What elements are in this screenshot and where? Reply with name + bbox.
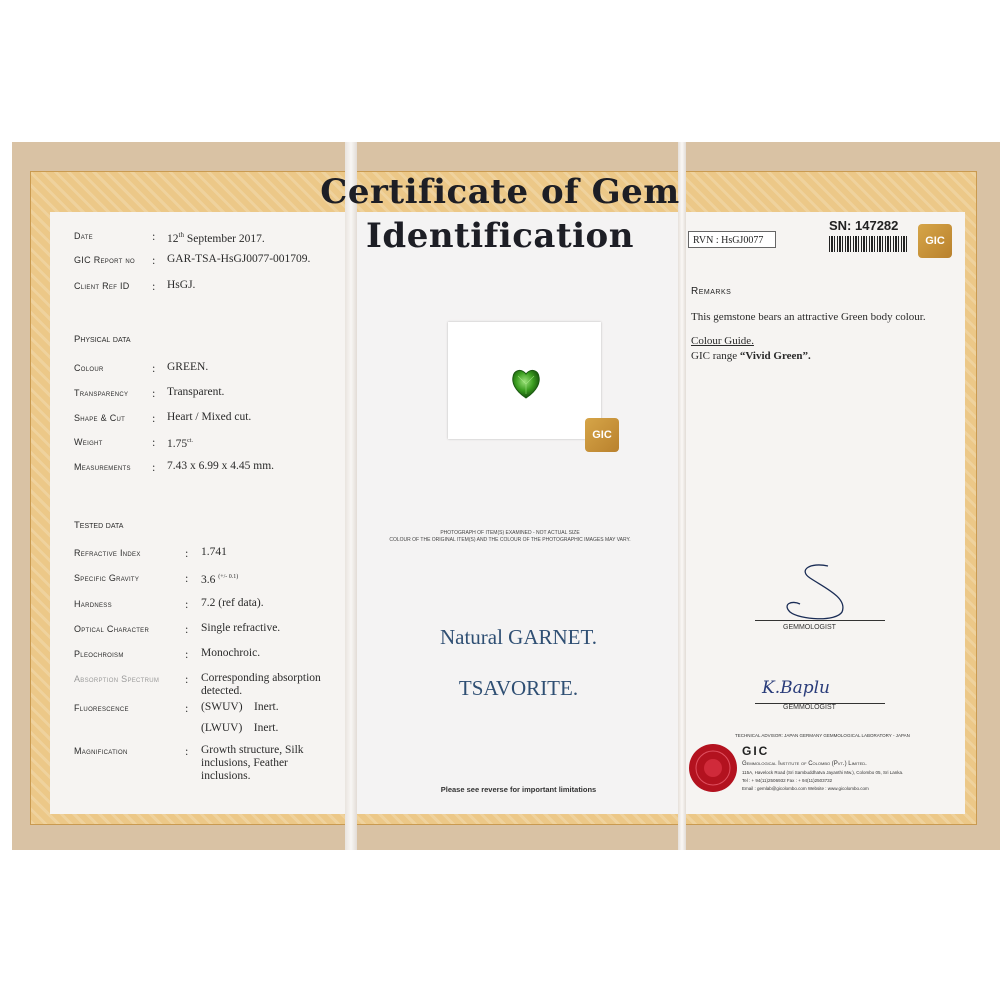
ri-value: 1.741 [201, 546, 227, 558]
colon: : [152, 386, 156, 400]
sg-value: 3.6 $^{(+/- 0.1)}$ [201, 573, 239, 586]
physical-data-heading: Physical data [74, 334, 131, 345]
wax-seal-icon [686, 741, 740, 795]
field-label: GIC Report no [74, 255, 135, 265]
photo-caption [360, 530, 660, 544]
optical-value: Single refractive. [201, 622, 281, 634]
remarks-text: This gemstone bears an attractive Green body colour. [691, 311, 926, 323]
technical-advisor: TECHNICAL ADVISOR: JAPAN GERMANY GEMMOLOGICAL LABORATORY - JAPAN [735, 733, 910, 738]
field-label: Specific Gravity [74, 573, 140, 583]
gic-logo-badge: GIC [918, 224, 952, 258]
hardness-value: 7.2 (ref data). [201, 597, 264, 609]
colour-guide-line [691, 350, 811, 362]
limitations-note: Please see reverse for important limitations [440, 785, 597, 794]
field-label: Optical Character [74, 624, 150, 634]
heart-gem-icon [448, 322, 601, 439]
colon: : [152, 460, 156, 474]
pleochroism-value: Monochroic. [201, 647, 261, 659]
right-panel [683, 212, 965, 814]
magnification-value: Growth structure, Silk inclusions, Feather inclusions. [201, 744, 304, 782]
date-value: 12th September 2017. [167, 231, 265, 245]
left-panel [50, 212, 345, 814]
colon: : [152, 361, 156, 375]
colon: : [185, 647, 189, 661]
caption-line: COLOUR OF THE ORIGINAL ITEM(S) AND THE COLOUR OF THE PHOTOGRAPHIC IMAGES MAY VARY. [389, 537, 631, 543]
client-ref-value: HsGJ. [167, 279, 196, 291]
certificate-title: Certificate of Gem Identification [320, 172, 680, 256]
field-label: Colour [74, 363, 104, 373]
middle-panel [357, 212, 680, 814]
org-name: Gemmological Institute of Colombo (Pvt.) Limited. [742, 761, 867, 767]
org-address: 115A, Havelock Road (Sri Sambuddhatva Jayanthi Mw.), Colombo 05, Sri Lanka. [742, 770, 904, 775]
colon: : [185, 571, 189, 585]
colour-value: GREEN. [167, 361, 209, 373]
org-phone: Tel : + 94(11)2506932 Fax : + 94(11)2503732 [742, 778, 833, 783]
shape-cut-value: Heart / Mixed cut. [167, 411, 252, 423]
gemmologist-label: GEMMOLOGIST [783, 624, 836, 631]
gem-photo [448, 322, 601, 439]
field-label: Measurements [74, 462, 131, 472]
field-label: Magnification [74, 746, 128, 756]
field-label: Shape & Cut [74, 413, 126, 423]
colour-guide-prefix: GIC range [691, 350, 740, 362]
report-no-value: GAR-TSA-HsGJ0077-001709. [167, 253, 311, 265]
gic-logo-badge: GIC [585, 418, 619, 452]
colon: : [152, 279, 156, 293]
field-label: Transparency [74, 388, 129, 398]
fluorescence-sw-value: (SWUV) Inert. [201, 701, 279, 713]
field-label: Client Ref ID [74, 281, 130, 291]
gic-wordmark: GIC [742, 744, 770, 758]
rvn-box: RVN : HsGJ0077 [688, 231, 776, 248]
colon: : [185, 597, 189, 611]
field-label: Refractive Index [74, 548, 141, 558]
species-result: Natural GARNET. [439, 625, 598, 649]
field-label: Absorption Spectrum [74, 674, 160, 684]
tested-data-heading: Tested data [74, 520, 124, 531]
field-label: Date [74, 231, 93, 241]
colon: : [152, 411, 156, 425]
colon: : [185, 701, 189, 715]
caption-line: PHOTOGRAPH OF ITEM(S) EXAMINED - NOT ACTUAL SIZE [440, 530, 580, 536]
colour-guide-value: “Vivid Green”. [739, 350, 811, 362]
colon: : [152, 229, 156, 243]
field-label: Fluorescence [74, 703, 129, 713]
variety-result: TSAVORITE. [458, 676, 579, 700]
barcode [829, 236, 909, 252]
colour-guide-label: Colour Guide. [691, 335, 754, 347]
measurements-value: 7.43 x 6.99 x 4.45 mm. [167, 460, 275, 472]
gemmologist-label: GEMMOLOGIST [783, 704, 836, 711]
field-label: Hardness [74, 599, 112, 609]
colon: : [185, 672, 189, 686]
colon: : [185, 546, 189, 560]
colon: : [152, 435, 156, 449]
remarks-heading: Remarks [691, 286, 732, 297]
signature-2: K.Baplu [762, 678, 830, 698]
field-label: Weight [74, 437, 103, 447]
fluorescence-lw-value: (LWUV) Inert. [201, 722, 279, 734]
colon: : [185, 744, 189, 758]
transparency-value: Transparent. [167, 386, 225, 398]
signature-line [755, 620, 885, 621]
field-label: Pleochroism [74, 649, 124, 659]
colon: : [185, 622, 189, 636]
weight-value: $1.75^{ct.}$ [167, 437, 193, 450]
org-contact: Email : gemlab@gicolombo.com Website : www.gicolombo.com [742, 786, 869, 791]
absorption-value: Corresponding absorption detected. [201, 672, 321, 697]
colon: : [152, 253, 156, 267]
serial-number: SN: 147282 [829, 218, 899, 233]
